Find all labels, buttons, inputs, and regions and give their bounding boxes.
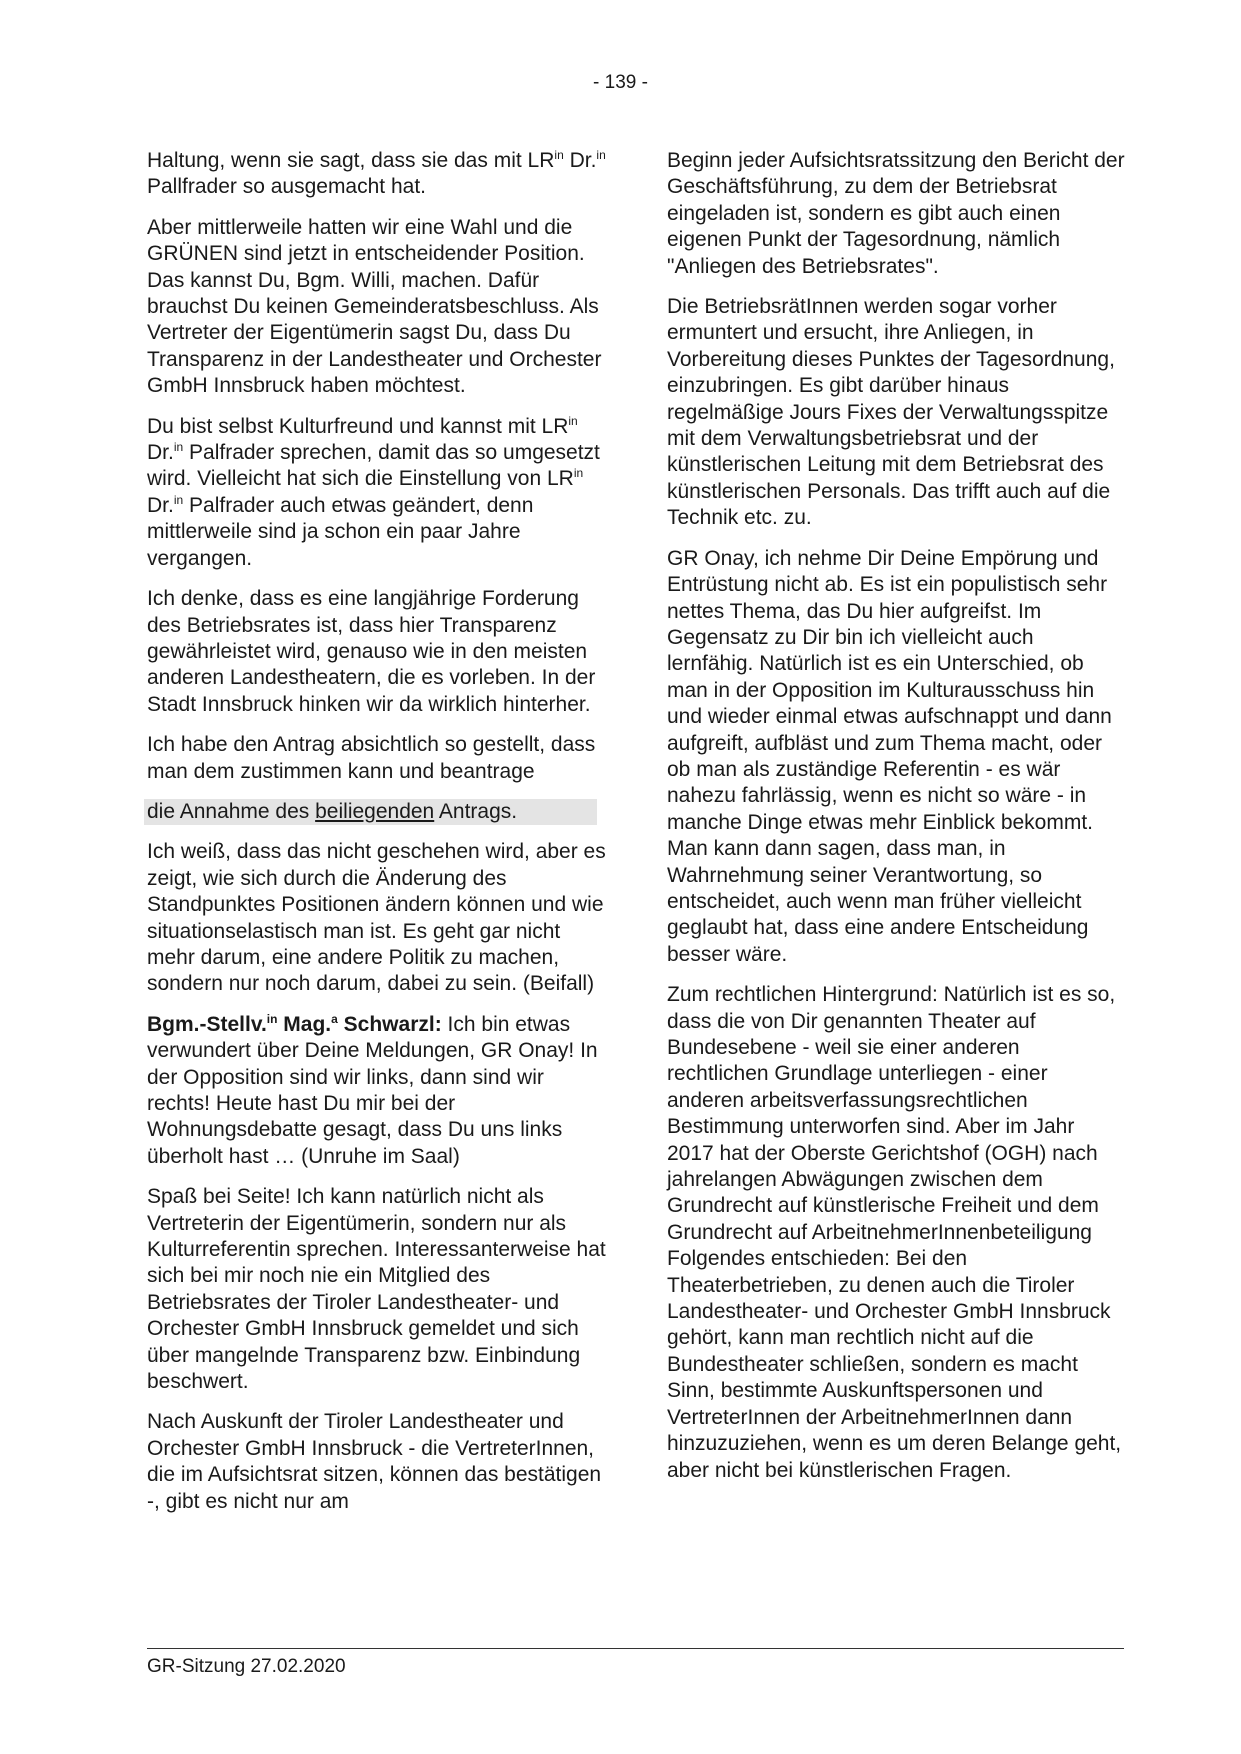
paragraph: Beginn jeder Aufsichtsratssitzung den Bericht der Geschäftsführung, zu dem der Betriebsrat eingeladen ist, sondern es gibt auch einen eigenen Punkt der Tagesordnung, nämlich "Anliegen des Betriebsrates". bbox=[667, 149, 1125, 278]
paragraph: Ich denke, dass es eine langjährige Forderung des Betriebsrates ist, dass hier Transparenz gewährleistet wird, genauso wie in den meisten anderen Landestheatern, die es vorleben. In der Stadt Innsbruck hinken wir da wirklich hinterher. bbox=[147, 587, 596, 716]
footer-divider bbox=[147, 1648, 1124, 1649]
motion-highlight: die Annahme des beiliegenden Antrags. bbox=[144, 799, 597, 825]
speaker-paragraph: Bgm.-Stellv.$^{in}$ Mag.$^a$ Schwarzl: Ich bin etwas verwundert über Deine Meldungen, GR Onay! In der Opposition sind wir links, dann sind wir rechts! Heute hast Du mir bei der Wohnungsdebatte gesagt, dass Du uns links überholt hast … (Unruhe im Saal) bbox=[147, 1011, 598, 1168]
paragraph: Aber mittlerweile hatten wir eine Wahl und die GRÜNEN sind jetzt in entscheidender Position. Das kannst Du, Bgm. Willi, machen. Dafür brauchst Du keinen Gemeinderatsbeschluss. Als Vertreter der Eigentümerin sagst Du, dass Du Transparenz in der Landestheater und Orchester GmbH Innsbruck haben möchtest. bbox=[147, 215, 602, 398]
right-column bbox=[667, 148, 1125, 1498]
paragraph: Ich habe den Antrag absichtlich so gestellt, dass man dem zustimmen kann und beantrage bbox=[147, 733, 596, 783]
footer-text: GR-Sitzung 27.02.2020 bbox=[147, 1656, 346, 1677]
paragraph: Du bist selbst Kulturfreund und kannst mit $LR^{in}$ Dr.$^{in}$ Palfrader sprechen, damit das so umgesetzt wird. Vielleicht hat sich die Einstellung von $LR^{in}$ Dr.$^{in}$ Palfrader auch etwas geändert, denn mittlerweile sind ja schon ein paar Jahre vergangen. bbox=[147, 413, 600, 570]
paragraph: Spaß bei Seite! Ich kann natürlich nicht als Vertreterin der Eigentümerin, sondern nur als Kulturreferentin sprechen. Interessanterweise hat sich bei mir noch nie ein Mitglied des Betriebsrates der Tiroler Landestheater- und Orchester GmbH Innsbruck gemeldet und sich über mangelnde Transparenz bzw. Einbindung beschwert. bbox=[147, 1185, 606, 1394]
paragraph: GR Onay, ich nehme Dir Deine Empörung und Entrüstung nicht ab. Es ist ein populistisch sehr nettes Thema, das Du hier aufgreifst. Im Gegensatz zu Dir bin ich vielleicht auch lernfähig. Natürlich ist es ein Unterschied, ob man in der Opposition im Kulturausschuss hin und wieder einmal etwas aufschnappt und dann aufgreift, aufbläst und zum Thema macht, oder ob man als zuständige Referentin - es wär nahezu fahrlässig, wenn es nicht so wäre - in manche Dinge etwas mehr Einblick bekommt. Man kann dann sagen, dass man, in Wahrnehmung seiner Verantwortung, so entscheidet, auch wenn man früher vielleicht geglaubt hat, dass eine andere Entscheidung besser wäre. bbox=[667, 546, 1112, 966]
speaker-name: Bgm.-Stellv.$^{in}$ Mag.$^a$ Schwarzl: bbox=[147, 1011, 442, 1036]
page-number: - 139 - bbox=[593, 72, 648, 93]
paragraph: Die BetriebsrätInnen werden sogar vorher ermuntert und ersucht, ihre Anliegen, in Vorbereitung dieses Punktes der Tagesordnung, einzubringen. Es gibt darüber hinaus regelmäßige Jours Fixes der Verwaltungsspitze mit dem Verwaltungsbetriebsrat und der künstlerischen Leitung mit dem Betriebsrat des künstlerischen Personals. Das trifft auch auf die Technik etc. zu. bbox=[667, 295, 1115, 530]
paragraph: Ich weiß, dass das nicht geschehen wird, aber es zeigt, wie sich durch die Änderung des Standpunktes Positionen ändern können und wie situationselastisch man ist. Es geht gar nicht mehr darum, eine andere Politik zu machen, sondern nur noch darum, dabei zu sein. (Beifall) bbox=[147, 840, 606, 996]
paragraph: Haltung, wenn sie sagt, dass sie das mit $LR^{in}$ Dr.$^{in}$ Pallfrader so ausgemacht hat. bbox=[147, 148, 606, 199]
paragraph: Zum rechtlichen Hintergrund: Natürlich ist es so, dass die von Dir genannten Theater auf Bundesebene - weil sie einer anderen rechtlichen Grundlage unterliegen - einer anderen arbeitsverfassungsrechtlichen Bestimmung unterworfen sind. Aber im Jahr 2017 hat der Oberste Gerichtshof (OGH) nach jahrelangen Abwägungen zwischen dem Grundrecht auf künstlerische Freiheit und dem Grundrecht auf ArbeitnehmerInnenbeteiligung Folgendes entschieden: Bei den Theaterbetrieben, zu denen auch die Tiroler Landestheater- und Orchester GmbH Innsbruck gehört, kann man rechtlich nicht auf die Bundestheater schließen, sondern es macht Sinn, bestimmte Auskunftspersonen und VertreterInnen der ArbeitnehmerInnen dann hinzuzuziehen, wenn es um deren Belange geht, aber nicht bei künstlerischen Fragen. bbox=[667, 983, 1122, 1482]
paragraph: Nach Auskunft der Tiroler Landestheater und Orchester GmbH Innsbruck - die VertreterInnen, die im Aufsichtsrat sitzen, können das bestätigen -, gibt es nicht nur am bbox=[147, 1410, 602, 1513]
left-column bbox=[147, 148, 607, 1529]
